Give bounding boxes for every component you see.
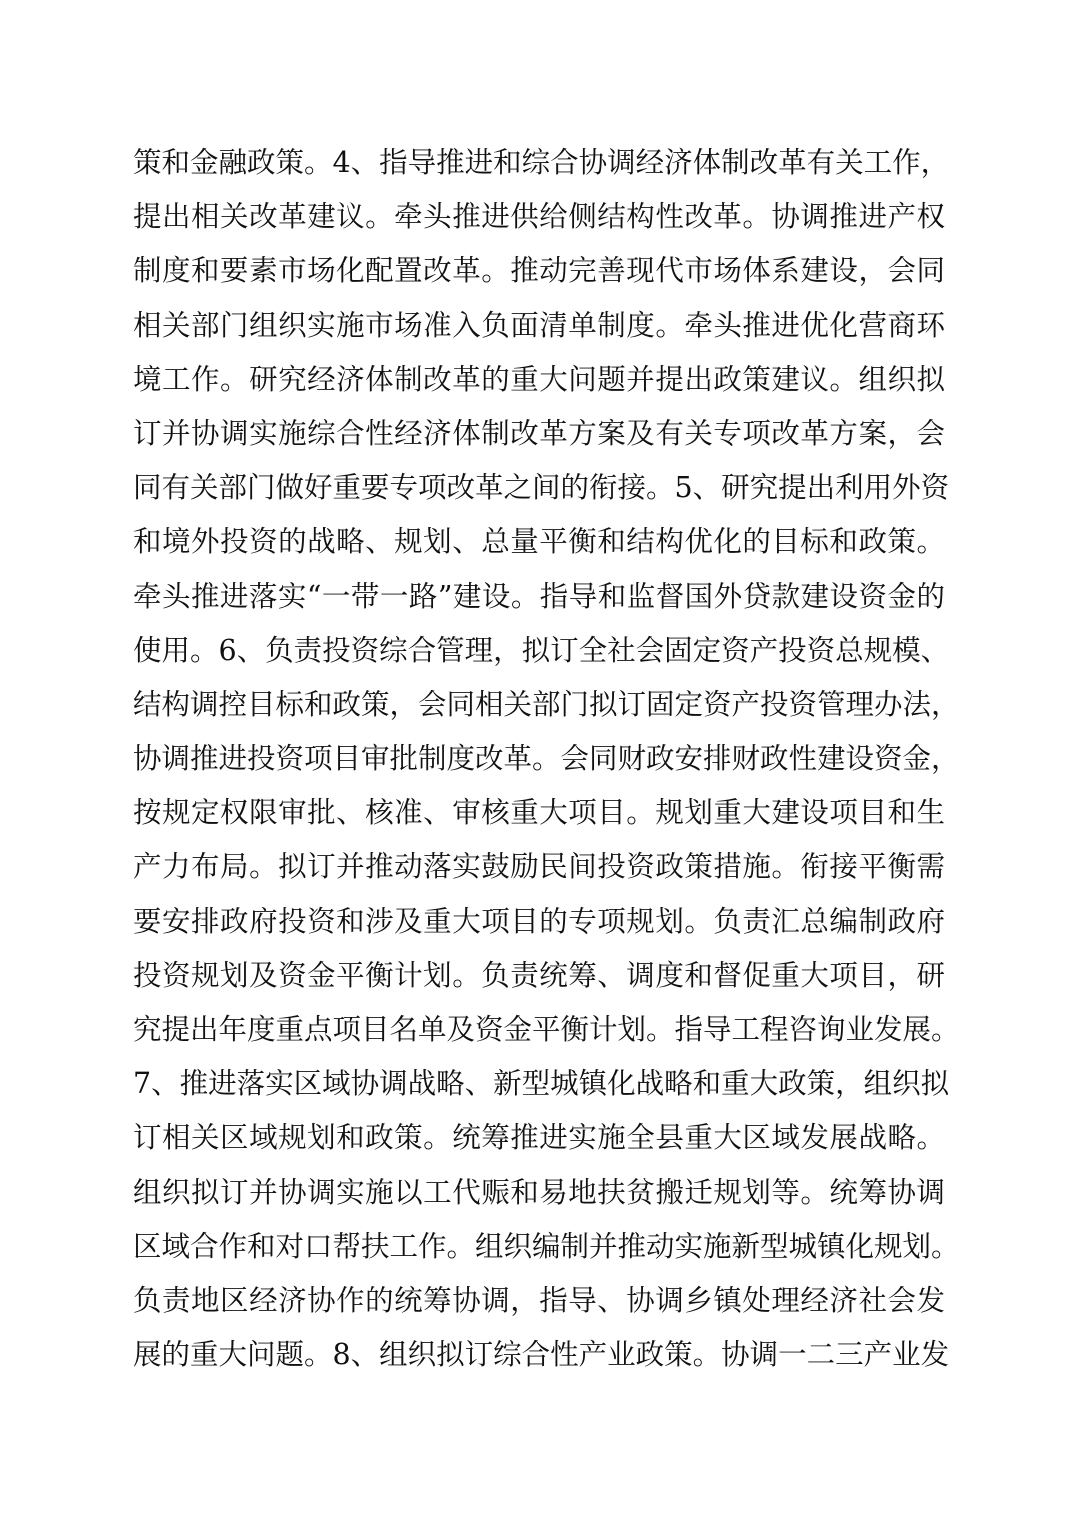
text-line: 按规定权限审批、核准、审核重大项目。规划重大建设项目和生 (133, 796, 945, 830)
text-line: 区域合作和对口帮扶工作。组织编制并推动实施新型城镇化规划。 (133, 1229, 960, 1263)
text-line: 组织拟订并协调实施以工代赈和易地扶贫搬迁规划等。统筹协调 (133, 1175, 945, 1209)
text-line: 订相关区域规划和政策。统筹推进实施全县重大区域发展战略。 (133, 1121, 945, 1155)
text-line: 境工作。研究经济体制改革的重大问题并提出政策建议。组织拟 (133, 362, 945, 396)
text-line: 和境外投资的战略、规划、总量平衡和结构优化的目标和政策。 (133, 525, 945, 559)
text-line: 策和金融政策。4、指导推进和综合协调经济体制改革有关工作， (133, 146, 950, 179)
text-line: 产力布局。拟订并推动落实鼓励民间投资政策措施。衔接平衡需 (133, 850, 945, 884)
text-line: 展的重大问题。8、组织拟订综合性产业政策。协调一二三产业发 (133, 1338, 950, 1372)
text-line: 负责地区经济协作的统筹协调，指导、协调乡镇处理经济社会发 (133, 1283, 945, 1317)
text-line: 要安排政府投资和涉及重大项目的专项规划。负责汇总编制政府 (133, 904, 945, 938)
text-line: 牵头推进落实“一带一路”建设。指导和监督国外贷款建设资金的 (133, 579, 945, 613)
text-line: 投资规划及资金平衡计划。负责统筹、调度和督促重大项目，研 (133, 958, 945, 992)
text-line: 同有关部门做好重要专项改革之间的衔接。5、研究提出利用外资 (133, 471, 950, 505)
text-line: 7、推进落实区域协调战略、新型城镇化战略和重大政策，组织拟 (133, 1067, 950, 1101)
text-line: 究提出年度重点项目名单及资金平衡计划。指导工程咨询业发展。 (133, 1013, 960, 1046)
text-line: 订并协调实施综合性经济体制改革方案及有关专项改革方案，会 (133, 416, 945, 450)
text-line: 相关部门组织实施市场准入负面清单制度。牵头推进优化营商环 (133, 308, 945, 342)
text-line: 协调推进投资项目审批制度改革。会同财政安排财政性建设资金， (133, 742, 960, 776)
text-line: 结构调控目标和政策，会同相关部门拟订固定资产投资管理办法， (133, 687, 960, 721)
text-line: 制度和要素市场化配置改革。推动完善现代市场体系建设，会同 (133, 254, 945, 288)
body-text (133, 140, 960, 1386)
text-line: 提出相关改革建议。牵头推进供给侧结构性改革。协调推进产权 (133, 200, 945, 234)
text-line: 使用。6、负责投资综合管理，拟订全社会固定资产投资总规模、 (133, 633, 950, 667)
